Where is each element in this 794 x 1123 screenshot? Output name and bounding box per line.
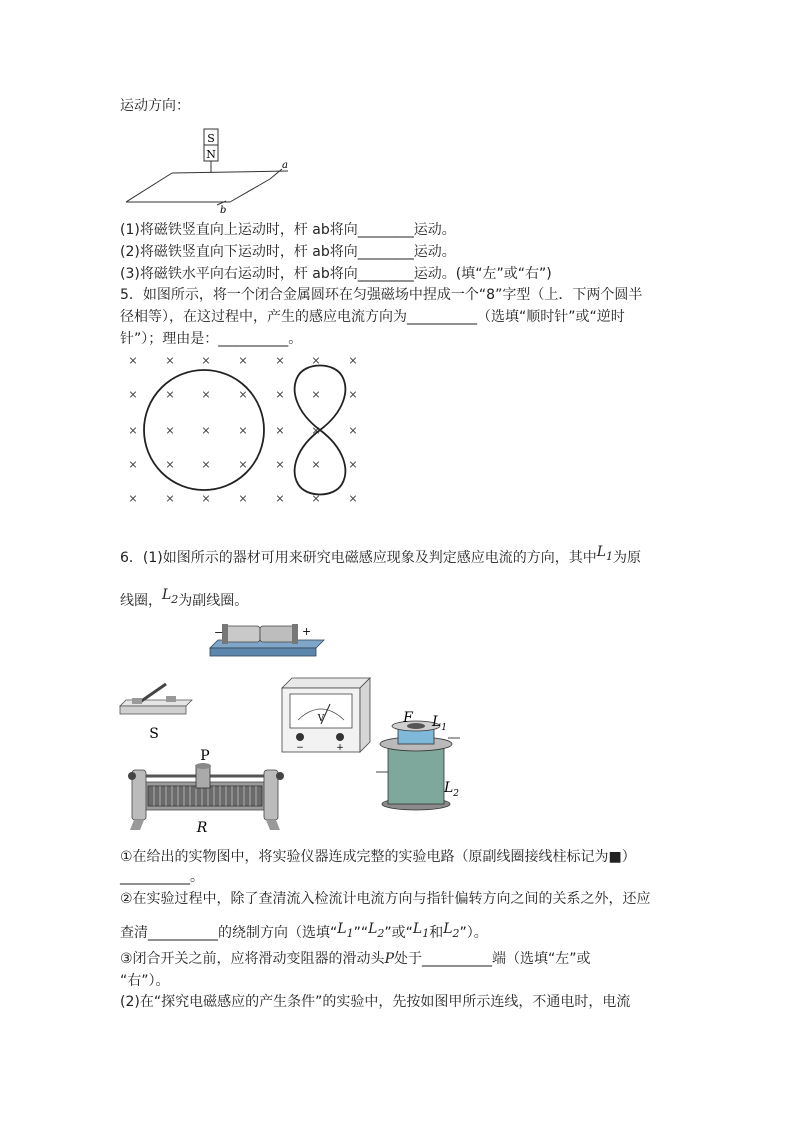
field-mark: × (165, 492, 175, 505)
rheostat-slider-label: P (200, 748, 210, 764)
magnet-s-label: S (207, 132, 215, 145)
meter-minus-label: − (296, 743, 304, 753)
field-mark: × (348, 354, 358, 367)
field-mark: × (348, 492, 358, 505)
meter-v-label: V (317, 714, 325, 724)
field-mark: × (128, 492, 138, 505)
switch-label: S (149, 726, 159, 742)
field-mark: × (201, 424, 211, 437)
field-mark: × (348, 424, 358, 437)
magnetic-field-figure (120, 350, 370, 510)
field-mark: × (128, 388, 138, 401)
field-mark: × (238, 492, 248, 505)
field-mark: × (275, 492, 285, 505)
rail-label-b: b (220, 205, 227, 216)
q6-step1-b: __________。 (120, 869, 204, 885)
field-mark: × (275, 424, 285, 437)
field-mark: × (128, 424, 138, 437)
q5-line1: 5．如图所示，将一个闭合金属圆环在匀强磁场中捏成一个“8”字型（上．下两个圆半 (120, 287, 643, 303)
q5-line3: 针”）；理由是：__________。 (120, 331, 303, 347)
q4-part3: (3)将磁铁水平向右运动时，杆 ab将向________运动。(填“左”或“右”) (120, 266, 552, 282)
magnet-rail-figure (120, 125, 300, 215)
figure-eight-ring (295, 366, 346, 495)
symbol-L2: $L_2$ (162, 587, 179, 606)
field-mark: × (348, 458, 358, 471)
intro-text: 运动方向： (120, 98, 190, 114)
field-mark: × (275, 458, 285, 471)
rail-label-a: a (282, 160, 288, 171)
q6-step3-c: “右”）。 (120, 973, 170, 989)
galvanometer (282, 678, 370, 753)
field-mark: × (311, 492, 321, 505)
field-mark: × (238, 458, 248, 471)
coil-L1-label: $L_1$ (432, 714, 448, 733)
q6-line2: 线圈，$L_2$为副线圈。 (120, 587, 249, 609)
battery-holder (210, 624, 324, 656)
q4-part1: (1)将磁铁竖直向上运动时，杆 ab将向________运动。 (120, 222, 456, 238)
coil-assembly (376, 710, 460, 810)
q6-line1: 6．(1)如图所示的器材可用来研究电磁感应现象及判定感应电流的方向，其中$L_1$为原 (120, 544, 642, 566)
field-mark: × (201, 354, 211, 367)
field-mark: × (311, 424, 321, 437)
field-mark: × (275, 354, 285, 367)
field-mark: × (238, 354, 248, 367)
battery-minus-label: − (214, 626, 224, 639)
field-mark: × (165, 354, 175, 367)
q6-part2: (2)在“探究电磁感应的产生条件”的实验中，先按如图甲所示连线，不通电时，电流 (120, 994, 631, 1010)
battery-plus-label: + (302, 625, 312, 638)
field-mark: × (275, 388, 285, 401)
apparatus-figure (110, 620, 480, 840)
field-mark: × (165, 424, 175, 437)
magnet-n-label: N (206, 148, 216, 161)
rheostat-label: R (196, 820, 208, 836)
field-mark: × (201, 458, 211, 471)
q6-step1-a: ①在给出的实物图中，将实验仪器连成完整的实验电路（原副线圈接线柱标记为■） (120, 849, 636, 865)
q6-step3-a: ③闭合开关之前，应将滑动变阻器的滑动头P处于__________端（选填“左”或 (120, 951, 591, 967)
field-mark: × (201, 492, 211, 505)
meter-plus-label: + (336, 743, 344, 753)
q5-line2: 径相等），在这过程中，产生的感应电流方向为__________（选填“顺时针”或“逆时 (120, 309, 625, 325)
field-mark: × (201, 388, 211, 401)
field-mark: × (311, 388, 321, 401)
field-mark: × (311, 458, 321, 471)
field-mark: × (238, 388, 248, 401)
symbol-L1: $L_1$ (596, 544, 614, 563)
q6-step2-a: ②在实验过程中，除了查清流入检流计电流方向与指针偏转方向之间的关系之外，还应 (120, 891, 651, 907)
field-mark: × (165, 388, 175, 401)
coil-F-label: F (403, 710, 413, 726)
field-mark: × (238, 424, 248, 437)
q6-step2-b: 查清__________的绕制方向（选填“$L_1”“L_2$”或“$L_1$和$L_2$”）。 (120, 921, 488, 941)
coil-L2-label: $L_2$ (444, 780, 460, 799)
field-mark: × (165, 458, 175, 471)
rheostat (128, 748, 284, 836)
q4-part2: (2)将磁铁竖直向下运动时，杆 ab将向________运动。 (120, 244, 456, 260)
field-mark: × (348, 388, 358, 401)
field-mark: × (128, 458, 138, 471)
switch (120, 684, 192, 742)
field-mark: × (311, 354, 321, 367)
field-mark: × (128, 354, 138, 367)
